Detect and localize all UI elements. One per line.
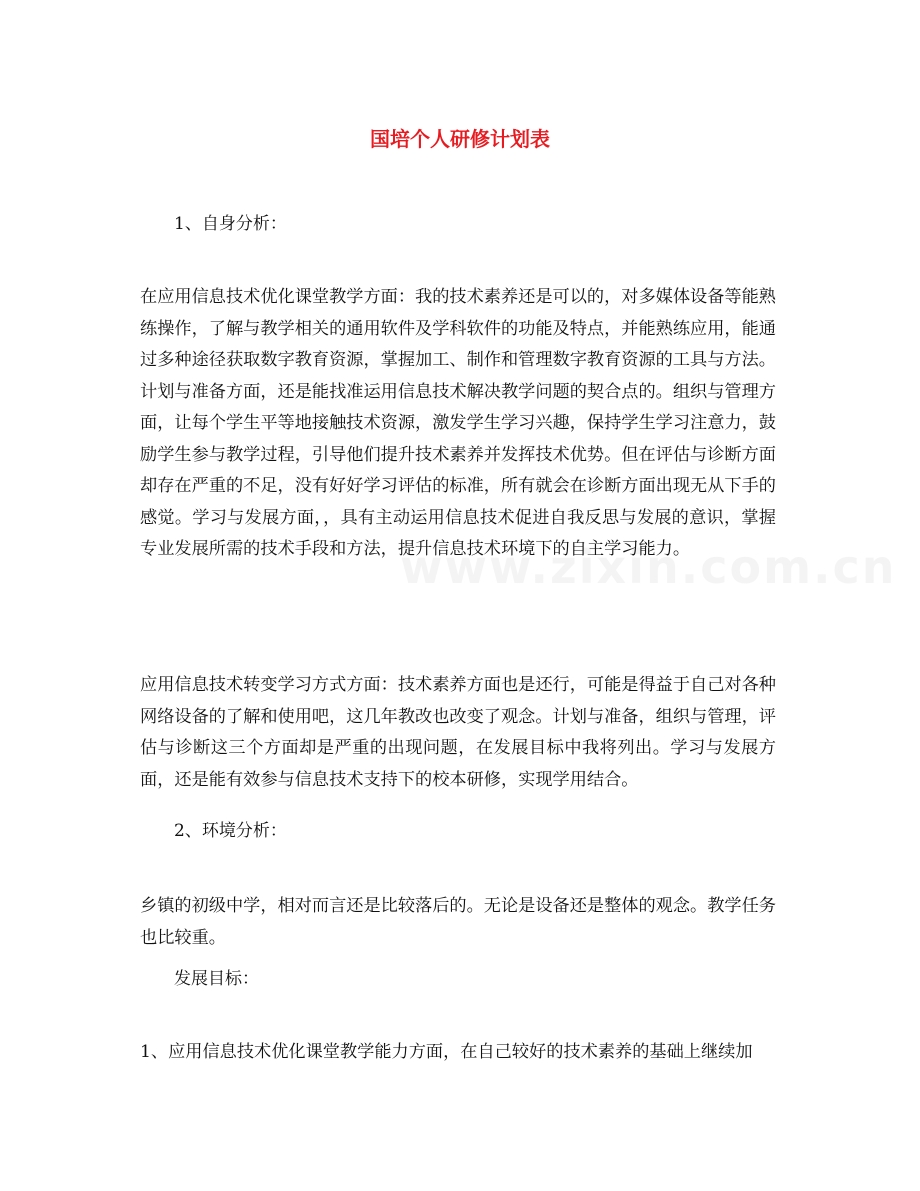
paragraph-optimize-teaching: 在应用信息技术优化课堂教学方面：我的技术素养还是可以的，对多媒体设备等能熟练操作，了解与教学相关的通用软件及学科软件的功能及特点，并能熟练应用，能通过多种途径获取数字教育资源，掌握加工、制作和管理数字教育资源的工具与方法。计划与准备方面，还是能找准运用信息技术解决教学问题的契合点的。组织与管理方面，让每个学生平等地接触技术资源，激发学生学习兴趣，保持学生学习注意力，鼓励学生参与教学过程，引导他们提升技术素养并发挥技术优势。但在评估与诊断方面却存在严重的不足，没有好好学习评估的标准，所有就会在诊断方面出现无从下手的感觉。学习与发展方面，，具有主动运用信息技术促进自我反思与发展的意识，掌握专业发展所需的技术手段和方法，提升信息技术环境下的自主学习能力。: [140, 287, 776, 559]
paragraph-goal-1: 1、应用信息技术优化课堂教学能力方面，在自己较好的技术素养的基础上继续加: [140, 1042, 753, 1062]
paragraph-transform-learning: 应用信息技术转变学习方式方面：技术素养方面也是还行，可能是得益于自己对各种网络设备的了解和使用吧，这几年教改也改变了观念。计划与准备，组织与管理，评估与诊断这三个方面却是严重的出现问题，在发展目标中我将列出。学习与发展方面，还是能有效参与信息技术支持下的校本研修，实现学用结合。: [140, 675, 776, 790]
document-title: 国培个人研修计划表: [370, 127, 550, 151]
section-heading-environment: 2、环境分析：: [174, 821, 287, 841]
section-heading-self-analysis: 1、自身分析：: [174, 214, 287, 234]
paragraph-environment: 乡镇的初级中学，相对而言还是比较落后的。无论是设备还是整体的观念。教学任务也比较重。: [140, 896, 776, 948]
section-heading-goals: 发展目标：: [174, 969, 259, 989]
